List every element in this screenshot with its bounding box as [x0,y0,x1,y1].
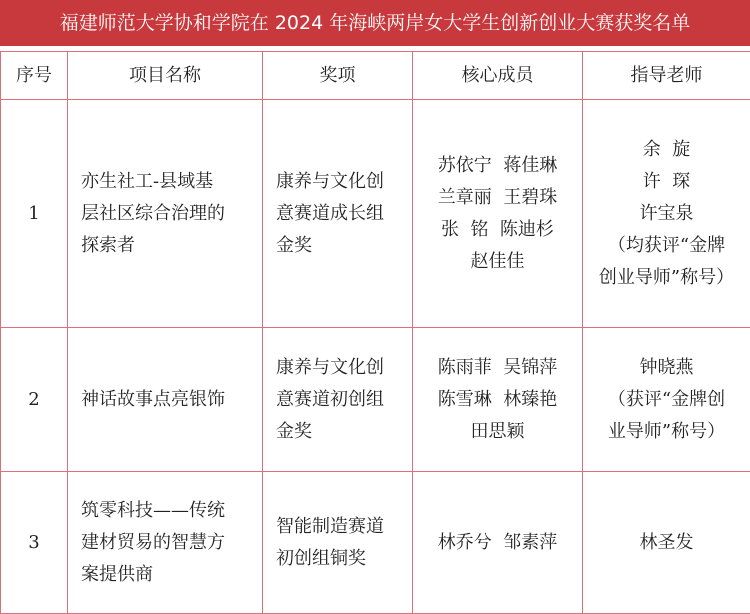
member-line: 赵佳佳 [413,246,582,278]
mentor-line: 许宝泉 [583,198,750,230]
mentor-note-line: （获评“金牌创 [583,384,750,416]
seq-cell [1,328,68,472]
award-line: 初创组铜奖 [276,543,406,575]
member-line: 陈雪琳 林臻艳 [413,384,582,416]
table-row [1,472,750,614]
header-members: 核心成员 [413,52,583,100]
award-line: 康养与文化创 [276,166,406,198]
member-line: 苏依宁 蒋佳琳 [413,150,582,182]
award-cell [263,472,413,614]
mentor-line: 余 旋 [583,134,750,166]
project-cell [68,328,263,472]
project-line: 建材贸易的智慧方 [81,527,256,559]
award-line: 智能制造赛道 [276,511,406,543]
seq-number: 3 [28,532,39,553]
mentors-cell [583,328,750,472]
table-header-row [1,52,750,100]
project-line: 探索者 [81,230,256,262]
project-line: 亦生社工-县域基 [81,166,256,198]
mentor-note-line: 业导师”称号） [583,416,750,448]
mentor-line: 林圣发 [583,527,750,559]
members-cell [413,100,583,328]
page-title: 福建师范大学协和学院在 2024 年海峡两岸女大学生创新创业大赛获奖名单 [0,0,750,46]
award-line: 意赛道初创组 [276,384,406,416]
header-seq: 序号 [1,52,68,100]
mentors-cell [583,100,750,328]
header-project: 项目名称 [68,52,263,100]
seq-cell [1,100,68,328]
project-line: 神话故事点亮银饰 [81,384,256,416]
seq-number: 2 [28,389,39,410]
project-cell [68,472,263,614]
award-line: 金奖 [276,230,406,262]
members-cell [413,328,583,472]
member-line: 陈雨菲 吴锦萍 [413,352,582,384]
project-cell [68,100,263,328]
table-row [1,100,750,328]
member-line: 兰章丽 王碧珠 [413,182,582,214]
mentors-cell [583,472,750,614]
award-line: 康养与文化创 [276,352,406,384]
awards-table [0,51,750,614]
award-line: 金奖 [276,416,406,448]
project-line: 层社区综合治理的 [81,198,256,230]
table-row [1,328,750,472]
header-mentors: 指导老师 [583,52,750,100]
mentor-note-line: 创业导师”称号） [583,262,750,294]
members-cell [413,472,583,614]
project-line: 筑零科技——传统 [81,495,256,527]
header-award: 奖项 [263,52,413,100]
mentor-line: 许 琛 [583,166,750,198]
seq-number: 1 [28,203,39,224]
member-line: 林乔兮 邹素萍 [413,527,582,559]
award-cell [263,100,413,328]
member-line: 张 铭 陈迪杉 [413,214,582,246]
member-line: 田思颖 [413,416,582,448]
mentor-note-line: （均获评“金牌 [583,230,750,262]
project-line: 案提供商 [81,559,256,591]
mentor-line: 钟晓燕 [583,352,750,384]
seq-cell [1,472,68,614]
award-line: 意赛道成长组 [276,198,406,230]
award-cell [263,328,413,472]
